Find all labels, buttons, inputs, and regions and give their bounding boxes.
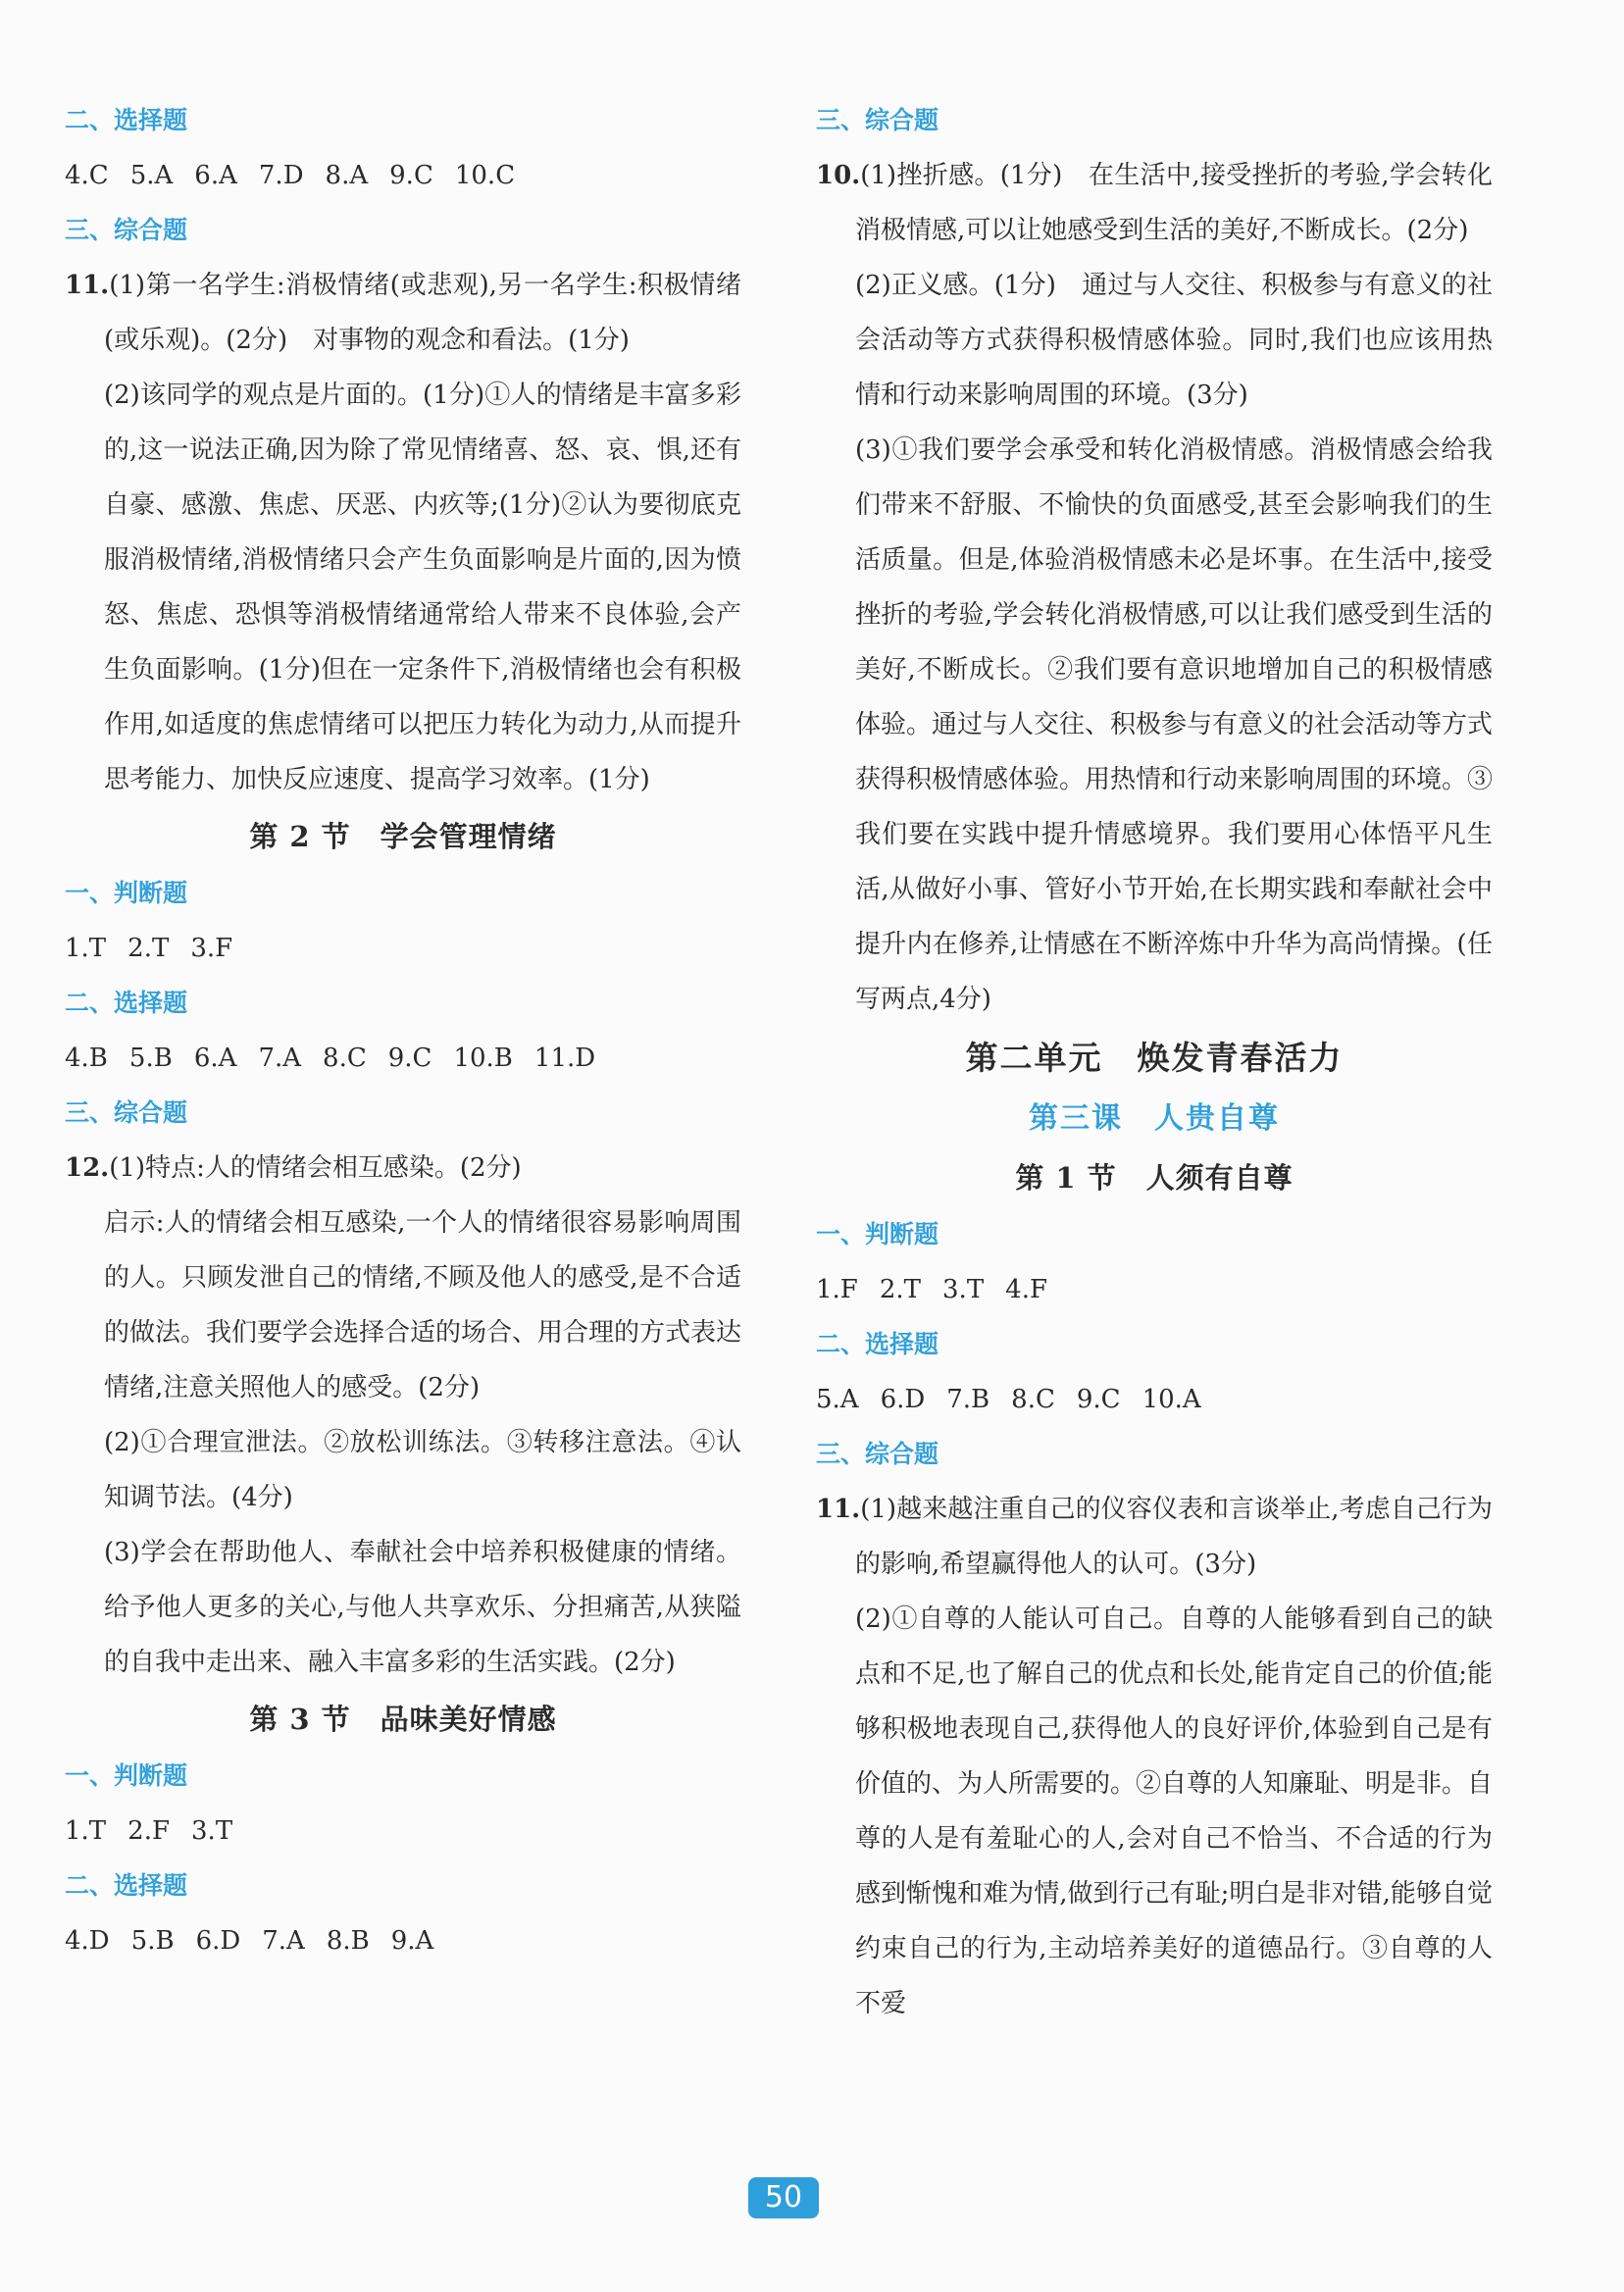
section-heading-choice: 二、选择题 [816, 1330, 939, 1358]
section-heading-tf: 一、判断题 [816, 1220, 939, 1248]
answer-row [816, 1372, 1493, 1427]
answer-item: 8.C [1011, 1385, 1055, 1414]
answer-item: 4.C [65, 161, 109, 190]
answer-item: 6.D [880, 1385, 926, 1414]
question-11-part1 [65, 258, 741, 368]
answer-item: 9.C [389, 161, 433, 190]
answer-item: 2.F [127, 1816, 171, 1846]
answer-item: 10.A [1142, 1385, 1201, 1414]
answer-row [65, 1913, 741, 1968]
answer-item: 5.B [130, 1926, 175, 1956]
answer-row [65, 1804, 741, 1859]
answer-item: 7.B [946, 1385, 990, 1414]
answer-row [65, 148, 741, 203]
answer-text: (1)挫折感。(1分) 在生活中,接受挫折的考验,学会转化消极情感,可以让她感受到生活的美好,不断成长。(2分) [855, 161, 1493, 245]
answer-item: 4.B [65, 1044, 108, 1073]
answer-text: (1)特点:人的情绪会相互感染。(2分) [109, 1153, 522, 1183]
answer-item: 3.F [190, 934, 233, 963]
question-10-part3: (3)①我们要学会承受和转化消极情感。消极情感会给我们带来不舒服、不愉快的负面感受,甚至会影响我们的生活质量。但是,体验消极情感未必是坏事。在生活中,接受挫折的考验,学会转化消极情感,可以让我们感受到生活的美好,不断成长。②我们要有意识地增加自己的积极情感体验。通过与人交往、积极参与有意义的社会活动等方式获得积极情感体验。用热情和行动来影响周围的环境。③我们要在实践中提升情感境界。我们要用心体悟平凡生活,从做好小事、管好小节开始,在长期实践和奉献社会中提升内在修养,让情感在不断淬炼中升华为高尚情操。(任写两点,4分) [855, 435, 1494, 1014]
section-heading-choice: 二、选择题 [65, 989, 188, 1017]
answer-item: 1.T [65, 1816, 107, 1846]
answer-item: 3.T [942, 1275, 985, 1304]
answer-item: 1.F [816, 1275, 858, 1304]
question-number: 10. [816, 161, 861, 190]
answer-item: 5.A [129, 161, 174, 190]
answer-item: 9.C [1076, 1385, 1121, 1414]
question-number: 11. [65, 271, 110, 300]
question-number: 12. [65, 1153, 110, 1183]
left-column [65, 93, 741, 1968]
section-heading-comprehensive: 三、综合题 [816, 106, 939, 134]
section-heading-tf: 一、判断题 [65, 879, 188, 907]
question-11-part2: (2)该同学的观点是片面的。(1分)①人的情绪是丰富多彩的,这一说法正确,因为除了常见情绪喜、怒、哀、惧,还有自豪、感激、焦虑、厌恶、内疚等;(1分)②认为要彻底克服消极情绪,消极情绪只会产生负面影响是片面的,因为愤怒、焦虑、恐惧等消极情绪通常给人带来不良体验,会产生负面影响。(1分)但在一定条件下,消极情绪也会有积极作用,如适度的焦虑情绪可以把压力转化为动力,从而提升思考能力、加快反应速度、提高学习效率。(1分) [104, 381, 741, 794]
question-11-part2: (2)①自尊的人能认可自己。自尊的人能够看到自己的缺点和不足,也了解自己的优点和长处,能肯定自己的价值;能够积极地表现自己,获得他人的良好评价,体验到自己是有价值的、为人所需要的。②自尊的人知廉耻、明是非。自尊的人是有羞耻心的人,会对自己不恰当、不合适的行为感到惭愧和难为情,做到行己有耻;明白是非对错,能够自觉约束自己的行为,主动培养美好的道德品行。③自尊的人不爱 [855, 1604, 1494, 2018]
question-12-part1 [65, 1141, 741, 1196]
section-title: 第 1 节 人须有自尊 [1015, 1161, 1294, 1195]
section-heading-comprehensive: 三、综合题 [65, 1098, 188, 1127]
answer-item: 5.A [816, 1385, 859, 1414]
answer-row [65, 921, 741, 976]
answer-item: 4.F [1005, 1275, 1048, 1304]
answer-item: 6.D [195, 1926, 241, 1956]
answer-item: 4.D [65, 1926, 110, 1956]
answer-item: 8.B [326, 1926, 370, 1956]
answer-item: 6.A [194, 161, 237, 190]
answer-item: 7.D [258, 161, 304, 190]
answer-row [816, 1262, 1493, 1317]
answer-item: 10.B [453, 1044, 513, 1073]
question-12-part2: 启示:人的情绪会相互感染,一个人的情绪很容易影响周围的人。只顾发泄自己的情绪,不顾及他人的感受,是不合适的做法。我们要学会选择合适的场合、用合理的方式表达情绪,注意关照他人的感受。(2分) [104, 1208, 742, 1402]
answer-item: 2.T [879, 1275, 922, 1304]
answer-text: (1)越来越注重自己的仪容仪表和言谈举止,考虑自己行为的影响,希望赢得他人的认可。(3分) [855, 1495, 1493, 1579]
answer-item: 2.T [127, 934, 170, 963]
question-10-part1 [816, 148, 1493, 258]
answer-item: 8.A [325, 161, 369, 190]
answer-item: 1.T [65, 934, 107, 963]
answer-item: 7.A [262, 1926, 305, 1956]
question-10-part2: (2)正义感。(1分) 通过与人交往、积极参与有意义的社会活动等方式获得积极情感体验。同时,我们也应该用热情和行动来影响周围的环境。(3分) [855, 271, 1493, 410]
section-heading-choice: 二、选择题 [65, 106, 188, 134]
answer-item: 10.C [454, 161, 516, 190]
answer-item: 11.D [533, 1044, 596, 1073]
page-number: 50 [748, 2177, 819, 2218]
answer-item: 7.A [258, 1044, 302, 1073]
section-title: 第 3 节 品味美好情感 [249, 1703, 557, 1736]
answer-row [65, 1031, 741, 1086]
unit-title: 第二单元 焕发青春活力 [965, 1039, 1344, 1077]
answer-item: 5.B [128, 1044, 173, 1073]
answer-item: 9.C [387, 1044, 432, 1073]
answer-item: 8.C [323, 1044, 367, 1073]
question-number: 11. [816, 1495, 861, 1524]
answer-item: 3.T [191, 1816, 233, 1846]
section-heading-comprehensive: 三、综合题 [816, 1440, 939, 1468]
answer-item: 6.A [193, 1044, 237, 1073]
section-heading-tf: 一、判断题 [65, 1761, 188, 1790]
section-heading-comprehensive: 三、综合题 [65, 216, 188, 244]
answer-text: (1)第一名学生:消极情绪(或悲观),另一名学生:积极情绪(或乐观)。(2分) 对事物的观念和看法。(1分) [104, 271, 741, 355]
section-title: 第 2 节 学会管理情绪 [249, 820, 557, 853]
answer-item: 9.A [390, 1926, 434, 1956]
lesson-title: 第三课 人贵自尊 [1029, 1101, 1280, 1136]
question-12-part3: (2)①合理宣泄法。②放松训练法。③转移注意法。④认知调节法。(4分) [104, 1428, 741, 1512]
question-12-part4: (3)学会在帮助他人、奉献社会中培养积极健康的情绪。给予他人更多的关心,与他人共享欢乐、分担痛苦,从狭隘的自我中走出来、融入丰富多彩的生活实践。(2分) [104, 1538, 741, 1677]
section-heading-choice: 二、选择题 [65, 1871, 188, 1900]
question-11-part1 [816, 1482, 1493, 1592]
right-column [816, 93, 1493, 2031]
